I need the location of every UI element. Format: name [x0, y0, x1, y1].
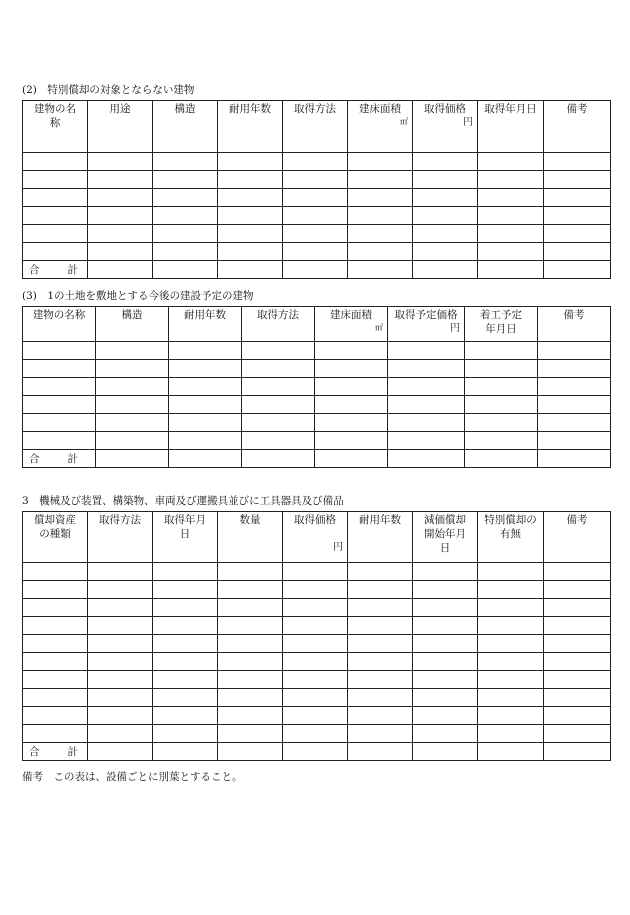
- blank-cell: [153, 599, 218, 617]
- blank-cell: [23, 189, 88, 207]
- table-row: [23, 563, 611, 581]
- blank-cell: [544, 707, 611, 725]
- header-special-depreciation: 特別償却の有無: [478, 512, 544, 563]
- blank-cell: [348, 261, 413, 279]
- blank-cell: [538, 450, 611, 468]
- blank-cell: [478, 171, 544, 189]
- blank-cell: [283, 689, 348, 707]
- blank-cell: [413, 725, 478, 743]
- section-3-rows: [23, 342, 611, 468]
- header-useful-life: 耐用年数: [348, 512, 413, 563]
- blank-cell: [88, 189, 153, 207]
- blank-cell: [23, 635, 88, 653]
- blank-cell: [348, 563, 413, 581]
- header-useful-life: 耐用年数: [218, 101, 283, 153]
- blank-cell: [218, 653, 283, 671]
- section-machinery-title: 3 機械及び装置、構築物、車両及び運搬具並びに工具器具及び備品: [22, 495, 344, 507]
- blank-cell: [169, 450, 242, 468]
- blank-cell: [544, 581, 611, 599]
- table-row: [23, 207, 611, 225]
- blank-cell: [544, 225, 611, 243]
- blank-cell: [218, 725, 283, 743]
- blank-cell: [478, 207, 544, 225]
- blank-cell: [478, 599, 544, 617]
- table-row: [23, 707, 611, 725]
- table-row: [23, 617, 611, 635]
- blank-cell: [283, 261, 348, 279]
- blank-cell: [544, 635, 611, 653]
- blank-cell: [348, 153, 413, 171]
- blank-cell: [465, 432, 538, 450]
- blank-cell: [538, 396, 611, 414]
- table-row: [23, 171, 611, 189]
- blank-cell: [96, 396, 169, 414]
- blank-cell: [544, 689, 611, 707]
- blank-cell: [413, 743, 478, 761]
- blank-cell: [88, 653, 153, 671]
- blank-cell: [283, 671, 348, 689]
- header-building-name: 建物の名称: [23, 307, 96, 342]
- blank-cell: [23, 653, 88, 671]
- blank-cell: [413, 689, 478, 707]
- blank-cell: [544, 243, 611, 261]
- blank-cell: [315, 360, 388, 378]
- section-2: [22, 83, 610, 279]
- blank-cell: [23, 396, 96, 414]
- blank-cell: [348, 671, 413, 689]
- blank-cell: [413, 635, 478, 653]
- blank-cell: [88, 563, 153, 581]
- blank-cell: [388, 414, 465, 432]
- blank-cell: [478, 189, 544, 207]
- blank-cell: [218, 707, 283, 725]
- blank-cell: [153, 243, 218, 261]
- blank-cell: [23, 414, 96, 432]
- blank-cell: [96, 450, 169, 468]
- blank-cell: [153, 153, 218, 171]
- table-row: [23, 671, 611, 689]
- blank-cell: [88, 261, 153, 279]
- blank-cell: [218, 153, 283, 171]
- blank-cell: [283, 563, 348, 581]
- blank-cell: [478, 225, 544, 243]
- blank-cell: [388, 360, 465, 378]
- blank-cell: [413, 171, 478, 189]
- blank-cell: [242, 360, 315, 378]
- blank-cell: [218, 599, 283, 617]
- blank-cell: [348, 743, 413, 761]
- blank-cell: [242, 414, 315, 432]
- remarks-note: 備考 この表は、設備ごとに別葉とすること。: [22, 771, 243, 783]
- blank-cell: [413, 707, 478, 725]
- section-3-table: [22, 306, 611, 468]
- header-floor-area: 建床面積 ㎡: [315, 307, 388, 342]
- blank-cell: [283, 243, 348, 261]
- blank-cell: [413, 671, 478, 689]
- blank-cell: [23, 707, 88, 725]
- blank-cell: [348, 689, 413, 707]
- blank-cell: [23, 581, 88, 599]
- blank-cell: [153, 261, 218, 279]
- blank-cell: [478, 261, 544, 279]
- blank-cell: [388, 396, 465, 414]
- blank-cell: [478, 707, 544, 725]
- blank-cell: [348, 617, 413, 635]
- blank-cell: [153, 171, 218, 189]
- blank-cell: [315, 342, 388, 360]
- blank-cell: [153, 707, 218, 725]
- blank-cell: [538, 360, 611, 378]
- blank-cell: [413, 599, 478, 617]
- header-asset-type: 償却資産の種類: [23, 512, 88, 563]
- blank-cell: [88, 225, 153, 243]
- blank-cell: [413, 581, 478, 599]
- blank-cell: [315, 450, 388, 468]
- blank-cell: [315, 414, 388, 432]
- header-planned-start-date: 着工予定年月日: [465, 307, 538, 342]
- blank-cell: [153, 635, 218, 653]
- blank-cell: [478, 581, 544, 599]
- blank-cell: [465, 450, 538, 468]
- blank-cell: [96, 342, 169, 360]
- table-row: [23, 689, 611, 707]
- blank-cell: [88, 243, 153, 261]
- blank-cell: [348, 725, 413, 743]
- section-machinery-table: [22, 511, 611, 761]
- blank-cell: [23, 342, 96, 360]
- header-acquisition-price: 取得価格 円: [413, 101, 478, 153]
- blank-cell: [218, 563, 283, 581]
- blank-cell: [413, 189, 478, 207]
- blank-cell: [413, 617, 478, 635]
- blank-cell: [413, 225, 478, 243]
- blank-cell: [538, 432, 611, 450]
- blank-cell: [88, 581, 153, 599]
- blank-cell: [283, 707, 348, 725]
- blank-cell: [153, 725, 218, 743]
- blank-cell: [315, 396, 388, 414]
- blank-cell: [88, 743, 153, 761]
- blank-cell: [478, 635, 544, 653]
- blank-cell: [283, 635, 348, 653]
- blank-cell: [348, 243, 413, 261]
- total-label-a: 合: [29, 746, 40, 758]
- header-remarks: 備考: [544, 101, 611, 153]
- total-label-b: 計: [67, 746, 78, 758]
- blank-cell: [218, 207, 283, 225]
- blank-cell: [348, 707, 413, 725]
- blank-cell: [88, 689, 153, 707]
- table-row: [23, 635, 611, 653]
- blank-cell: [23, 432, 96, 450]
- header-planned-price: 取得予定価格 円: [388, 307, 465, 342]
- blank-cell: [283, 725, 348, 743]
- header-structure: 構造: [153, 101, 218, 153]
- blank-cell: [23, 689, 88, 707]
- blank-cell: [153, 189, 218, 207]
- total-label-b: 計: [67, 264, 78, 276]
- blank-cell: [348, 581, 413, 599]
- blank-cell: [283, 581, 348, 599]
- blank-cell: [388, 432, 465, 450]
- blank-cell: [242, 450, 315, 468]
- table-row: [23, 581, 611, 599]
- blank-cell: [218, 635, 283, 653]
- blank-cell: [23, 378, 96, 396]
- total-label: [23, 743, 88, 761]
- header-useful-life: 耐用年数: [169, 307, 242, 342]
- total-row: [23, 743, 611, 761]
- blank-cell: [478, 671, 544, 689]
- blank-cell: [218, 743, 283, 761]
- header-acquisition-price: 取得価格 円: [283, 512, 348, 563]
- blank-cell: [283, 617, 348, 635]
- blank-cell: [23, 225, 88, 243]
- blank-cell: [283, 599, 348, 617]
- total-label-a: 合: [29, 453, 40, 465]
- blank-cell: [218, 689, 283, 707]
- blank-cell: [544, 261, 611, 279]
- blank-cell: [538, 342, 611, 360]
- blank-cell: [283, 225, 348, 243]
- blank-cell: [153, 225, 218, 243]
- table-row: [23, 243, 611, 261]
- blank-cell: [478, 725, 544, 743]
- header-acquisition-date: 取得年月日: [478, 101, 544, 153]
- blank-cell: [23, 725, 88, 743]
- blank-cell: [218, 243, 283, 261]
- blank-cell: [23, 360, 96, 378]
- blank-cell: [242, 396, 315, 414]
- blank-cell: [153, 671, 218, 689]
- blank-cell: [88, 599, 153, 617]
- blank-cell: [315, 378, 388, 396]
- blank-cell: [478, 243, 544, 261]
- blank-cell: [315, 432, 388, 450]
- header-remarks: 備考: [544, 512, 611, 563]
- blank-cell: [538, 378, 611, 396]
- blank-cell: [218, 671, 283, 689]
- table-row: [23, 396, 611, 414]
- header-quantity: 数量: [218, 512, 283, 563]
- table-row: [23, 414, 611, 432]
- blank-cell: [348, 207, 413, 225]
- blank-cell: [283, 171, 348, 189]
- blank-cell: [544, 189, 611, 207]
- blank-cell: [478, 617, 544, 635]
- total-row: [23, 261, 611, 279]
- header-remarks: 備考: [538, 307, 611, 342]
- blank-cell: [88, 671, 153, 689]
- header-use: 用途: [88, 101, 153, 153]
- section-2-title: (2) 特別償却の対象とならない建物: [22, 84, 195, 96]
- blank-cell: [348, 653, 413, 671]
- section-3: [22, 289, 610, 468]
- blank-cell: [218, 171, 283, 189]
- header-floor-area: 建床面積 ㎡: [348, 101, 413, 153]
- blank-cell: [153, 207, 218, 225]
- section-machinery: [22, 494, 610, 761]
- blank-cell: [169, 414, 242, 432]
- blank-cell: [153, 563, 218, 581]
- blank-cell: [283, 207, 348, 225]
- blank-cell: [218, 581, 283, 599]
- blank-cell: [413, 243, 478, 261]
- blank-cell: [283, 743, 348, 761]
- blank-cell: [218, 617, 283, 635]
- header-structure: 構造: [96, 307, 169, 342]
- blank-cell: [88, 635, 153, 653]
- blank-cell: [153, 617, 218, 635]
- blank-cell: [544, 171, 611, 189]
- blank-cell: [23, 243, 88, 261]
- total-label-a: 合: [29, 264, 40, 276]
- section-3-title: (3) 1の土地を敷地とする今後の建設予定の建物: [22, 290, 254, 302]
- blank-cell: [23, 207, 88, 225]
- blank-cell: [544, 153, 611, 171]
- blank-cell: [478, 743, 544, 761]
- blank-cell: [544, 743, 611, 761]
- blank-cell: [348, 225, 413, 243]
- blank-cell: [169, 360, 242, 378]
- blank-cell: [544, 207, 611, 225]
- blank-cell: [218, 189, 283, 207]
- blank-cell: [465, 360, 538, 378]
- header-acquisition-date: 取得年月日: [153, 512, 218, 563]
- blank-cell: [478, 153, 544, 171]
- blank-cell: [23, 171, 88, 189]
- blank-cell: [388, 342, 465, 360]
- blank-cell: [348, 171, 413, 189]
- table-row: [23, 225, 611, 243]
- blank-cell: [544, 725, 611, 743]
- blank-cell: [465, 414, 538, 432]
- blank-cell: [242, 342, 315, 360]
- blank-cell: [388, 450, 465, 468]
- header-acquisition-method: 取得方法: [88, 512, 153, 563]
- table-row: [23, 599, 611, 617]
- section-machinery-rows: [23, 563, 611, 761]
- blank-cell: [96, 378, 169, 396]
- blank-cell: [283, 153, 348, 171]
- blank-cell: [88, 725, 153, 743]
- blank-cell: [88, 707, 153, 725]
- blank-cell: [242, 378, 315, 396]
- table-row: [23, 725, 611, 743]
- blank-cell: [544, 599, 611, 617]
- total-row: [23, 450, 611, 468]
- blank-cell: [96, 432, 169, 450]
- blank-cell: [88, 171, 153, 189]
- blank-cell: [413, 207, 478, 225]
- header-depreciation-start-date: 減価償却開始年月日: [413, 512, 478, 563]
- table-row: [23, 432, 611, 450]
- blank-cell: [544, 563, 611, 581]
- table-row: [23, 153, 611, 171]
- blank-cell: [96, 360, 169, 378]
- blank-cell: [544, 671, 611, 689]
- total-label: [23, 261, 88, 279]
- blank-cell: [413, 563, 478, 581]
- blank-cell: [23, 599, 88, 617]
- table-row: [23, 378, 611, 396]
- blank-cell: [169, 378, 242, 396]
- blank-cell: [413, 261, 478, 279]
- blank-cell: [544, 653, 611, 671]
- table-row: [23, 653, 611, 671]
- blank-cell: [544, 617, 611, 635]
- blank-cell: [88, 153, 153, 171]
- header-acquisition-method: 取得方法: [242, 307, 315, 342]
- header-acquisition-method: 取得方法: [283, 101, 348, 153]
- blank-cell: [153, 743, 218, 761]
- blank-cell: [538, 414, 611, 432]
- blank-cell: [465, 342, 538, 360]
- blank-cell: [478, 653, 544, 671]
- blank-cell: [348, 635, 413, 653]
- blank-cell: [218, 261, 283, 279]
- blank-cell: [169, 396, 242, 414]
- blank-cell: [169, 342, 242, 360]
- table-row: [23, 360, 611, 378]
- blank-cell: [283, 189, 348, 207]
- blank-cell: [23, 153, 88, 171]
- blank-cell: [23, 671, 88, 689]
- blank-cell: [23, 617, 88, 635]
- blank-cell: [388, 378, 465, 396]
- blank-cell: [88, 207, 153, 225]
- blank-cell: [96, 414, 169, 432]
- blank-cell: [218, 225, 283, 243]
- blank-cell: [465, 396, 538, 414]
- blank-cell: [23, 563, 88, 581]
- blank-cell: [413, 653, 478, 671]
- blank-cell: [413, 153, 478, 171]
- blank-cell: [242, 432, 315, 450]
- blank-cell: [465, 378, 538, 396]
- table-row: [23, 189, 611, 207]
- section-2-table: [22, 100, 611, 279]
- blank-cell: [153, 689, 218, 707]
- section-2-rows: [23, 153, 611, 279]
- blank-cell: [348, 599, 413, 617]
- blank-cell: [478, 563, 544, 581]
- blank-cell: [153, 653, 218, 671]
- blank-cell: [348, 189, 413, 207]
- table-row: [23, 342, 611, 360]
- total-label: [23, 450, 96, 468]
- blank-cell: [153, 581, 218, 599]
- blank-cell: [478, 689, 544, 707]
- header-building-name: 建物の名称: [23, 101, 88, 153]
- blank-cell: [283, 653, 348, 671]
- total-label-b: 計: [67, 453, 78, 465]
- blank-cell: [169, 432, 242, 450]
- blank-cell: [88, 617, 153, 635]
